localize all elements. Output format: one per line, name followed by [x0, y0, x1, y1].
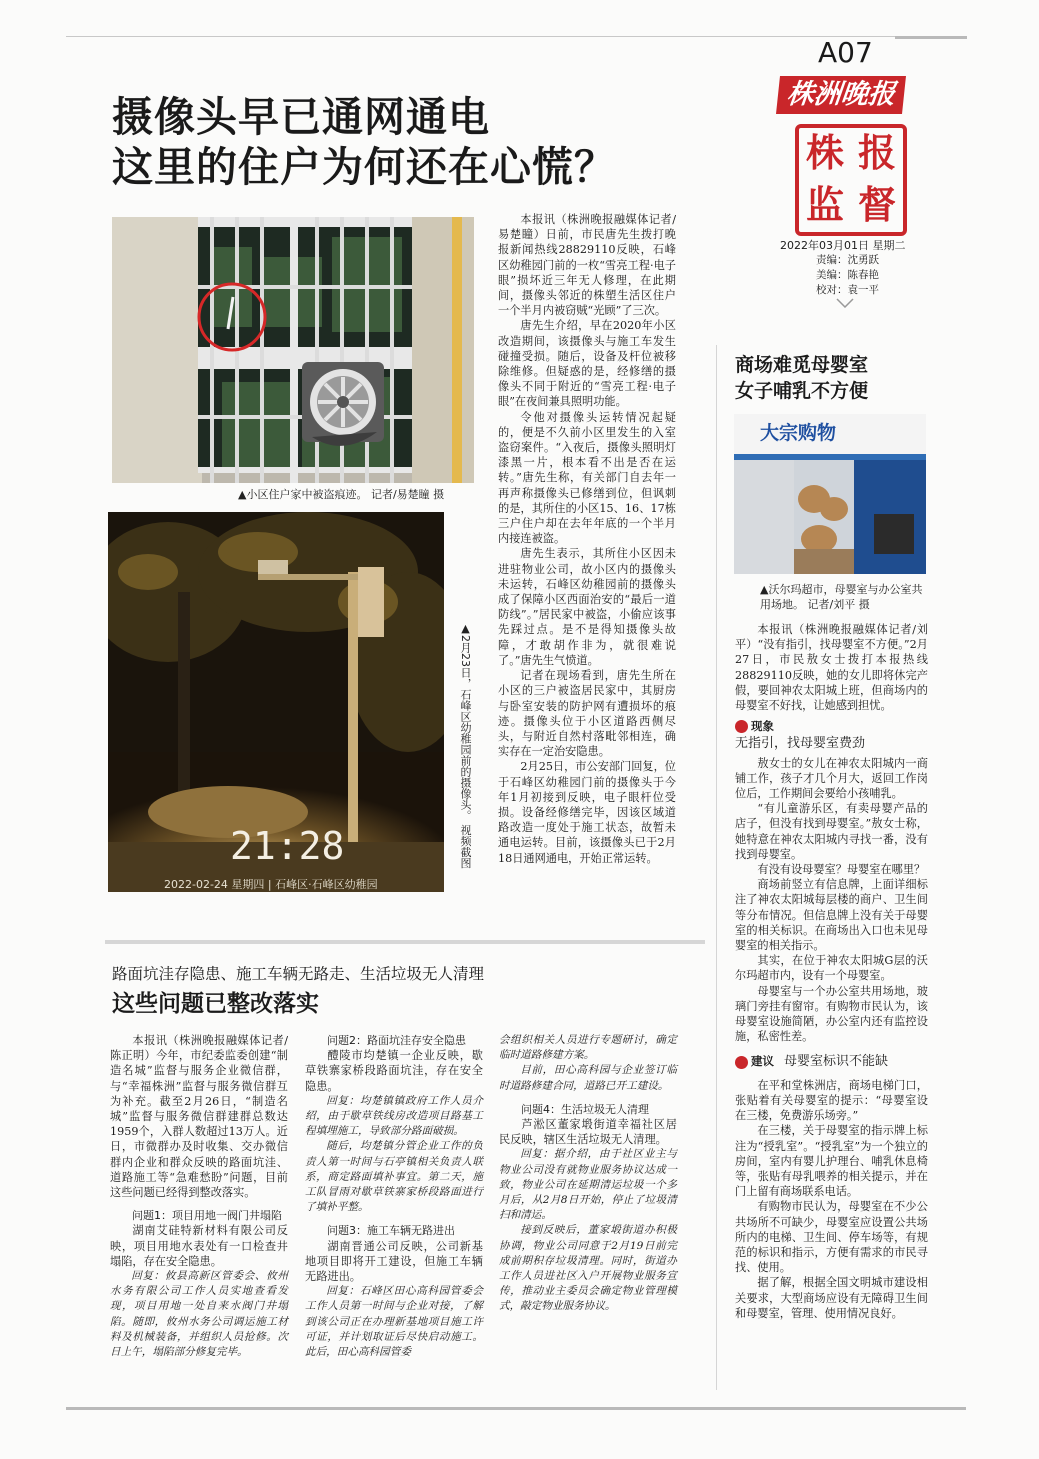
- article-paragraph: 芦淞区董家塅街道幸福社区居民反映，辖区生活垃圾无人清理。: [499, 1118, 677, 1147]
- seal-char: 督: [857, 182, 896, 227]
- article-paragraph: 湖南艾硅特新材料有限公司反映，项目用地水表处有一口检查井塌陷，存在安全隐患。: [110, 1224, 288, 1268]
- lower-kicker: 路面坑洼存隐患、施工车辆无路走、生活垃圾无人清理: [112, 965, 485, 983]
- article-paragraph: 本报讯（株洲晚报融媒体记者/刘平）“没有指引，找母婴室不方便。”2月27日，市民敖女士拨打本报热线28829110反映，她的女儿即将休完产假，要回神农太阳城上班，但商场内的母婴室不好找，让她感到担忧。: [735, 623, 928, 713]
- bottom-rule: [66, 1407, 966, 1410]
- headline-line: 摄像头早已通网通电: [112, 93, 490, 141]
- reply-paragraph: 回复：据介绍，由于社区业主与物业公司没有就物业服务协议达成一致，物业公司在延期清运垃圾一个多月后，从2月8日开始，停止了垃圾清扫和清运。: [499, 1148, 677, 1222]
- section-divider: [105, 940, 705, 944]
- reply-paragraph: 回复：均楚镇镇政府工作人员介绍，由于歇草铁线房改造项目路基工程填埋施工，导致部分路面破损。: [305, 1094, 483, 1138]
- question-heading: 问题2：路面坑洼存安全隐患: [327, 1034, 466, 1047]
- seal-char: 报: [857, 130, 896, 175]
- reply-paragraph: 目前，田心高科园与企业签订临时道路修建合同，道路已开工建设。: [499, 1064, 677, 1092]
- proof-credit: 校对：袁一平: [816, 284, 879, 296]
- section-tag-suggestion: [735, 1054, 928, 1069]
- editor-credit: 责编：沈勇跃: [816, 254, 879, 266]
- window-photo: [112, 217, 474, 483]
- video-stamp: 2022-02-24 星期四 | 石峰区·石峰区幼稚园: [164, 878, 378, 891]
- window-illustration: [112, 217, 474, 483]
- chevron-down-icon: [836, 298, 854, 308]
- store-photo: [734, 414, 926, 574]
- section-tag-phenomenon: [735, 719, 928, 734]
- lower-column-2: [305, 1033, 483, 1360]
- article-paragraph: 本报讯（株洲晚报融媒体记者/易楚瞳）日前，市民唐先生拨打晚报新闻热线28829110反映，石峰区幼稚园门前的一枚“雪亮工程·电子眼”损坏近三年无人修理，在此期间，摄像头邻近的株塑生活区住户一个半月内被窃贼“光顾”了三次。: [498, 213, 676, 318]
- article-paragraph: 商场前竖立有信息牌，上面详细标注了神农太阳城每层楼的商户、卫生间等分布情况。但信息牌上没有关于母婴室的相关标识。在商场出入口也未见母婴室的相关指示。: [735, 878, 928, 953]
- article-paragraph: 记者在现场看到，唐先生所在小区的三户被盗居民家中，其厨房与卧室安装的防护网有遭损坏的痕迹。摄像头位于小区道路西侧尽头，与附近自然村落毗邻相连，确实存在一定治安隐患。: [498, 669, 676, 759]
- tag-dot-icon: [735, 720, 748, 733]
- article-paragraph: 2月25日，市公安部门回复，位于石峰区幼稚园门前的摄像头于今年1月初接到反映，电子眼杆位受损。设备经修缮完毕，因该区域道路改造一度处于施工状态，故暂未通电运转。目前，该摄像头已于2月18日通网通电，开始正常运转。: [498, 760, 676, 865]
- article-paragraph: 唐先生表示，其所住小区因未进驻物业公司，故小区内的摄像头未运转，石峰区幼稚园前的摄像头成了保障小区西面治安的“最后一道防线”。”居民家中被盗，小偷应该事先踩过点。是不是得知摄像头故障，才敢胡作非为，就很难说了。”唐先生气愤道。: [498, 547, 676, 667]
- article-paragraph: 湖南晋通公司反映，公司新基地项目即将开工建设，但施工车辆无路进出。: [305, 1239, 483, 1284]
- video-timestamp: 21:28: [230, 824, 345, 868]
- article-paragraph: “有儿童游乐区，有卖母婴产品的店子，但没有找到母婴室。”敖女士称，她特意在神农太阳城内寻找一番，没有找到母婴室。: [735, 802, 928, 861]
- photo3-caption: ▲沃尔玛超市，母婴室与办公室共用场地。 记者/刘平 摄: [760, 583, 923, 611]
- question-heading: 问题1：项目用地一阀门井塌陷: [132, 1209, 282, 1223]
- reply-paragraph: 接到反映后，董家塅街道办积极协调，物业公司同意于2月19日前完成前期积存垃圾清理。同时，街道办工作人员进社区入户开展物业服务宣传，推动业主委员会确定物业管理模式，敲定物业服务协议。: [499, 1224, 677, 1313]
- seal-char: 株: [805, 130, 844, 175]
- side-headline: [735, 352, 868, 404]
- photo1-caption: ▲小区住户家中被盗痕迹。 记者/易楚瞳 摄: [238, 488, 445, 501]
- article-paragraph: 敖女士的女儿在神农太阳城内一商铺工作，孩子才几个月大，返回工作岗位后，工作期间会要给小孩哺乳。: [735, 756, 928, 801]
- tag-dot-icon: [735, 1056, 748, 1069]
- lower-column-3: [499, 1033, 677, 1315]
- side-article-body: [735, 622, 928, 1321]
- seal-char: 监: [805, 182, 844, 227]
- article-paragraph: 有没有设母婴室？母婴室在哪里？: [757, 863, 926, 877]
- headline-line: 商场难觅母婴室: [735, 354, 869, 376]
- night-camera-photo: [108, 512, 444, 892]
- reply-paragraph: 随后，均楚镇分管企业工作的负责人第一时间与石亭镇相关负责人联系，商定路面填补事宜。第二天，施工队冒雨对歇草铁寨家桥段路面进行了填补平整。: [305, 1140, 483, 1214]
- article-paragraph: 其实，在位于神农太阳城G层的沃尔玛超市内，设有一个母婴室。: [735, 954, 928, 983]
- photo2-caption: ▲2月23日，石峰区幼稚园前的摄像头。 视频截图: [459, 622, 472, 869]
- top-rule-thick: [895, 36, 967, 39]
- reply-paragraph: 会组织相关人员进行专题研讨，确定临时道路修建方案。: [499, 1034, 677, 1062]
- designer-credit: 美编：陈春艳: [816, 269, 879, 281]
- lower-headline: 这些问题已整改落实: [112, 991, 319, 1017]
- tag-label: 建议: [751, 1054, 774, 1069]
- main-article-body: [498, 212, 676, 866]
- tag-label: 现象: [751, 719, 774, 734]
- question-heading: 问题3：施工车辆无路进出: [327, 1224, 455, 1238]
- section-subhead: [735, 736, 928, 751]
- article-paragraph: 据了解，根据全国文明城市建设相关要求，大型商场应设有无障碍卫生间和母婴室，管理、使用情况良好。: [735, 1276, 928, 1320]
- article-paragraph: 唐先生介绍，早在2020年小区改造期间，该摄像头与施工车发生碰撞受损。随后，设备及杆位被移除维修。但疑惑的是，经修缮的摄像头不同于附近的“雪亮工程·电子眼”在夜间兼具照明功能。: [498, 319, 676, 409]
- page-number: A07: [818, 36, 873, 69]
- masthead-logo: 株洲晚报: [776, 76, 906, 114]
- article-paragraph: 在平和堂株洲店，商场电梯门口，张贴着有关母婴室的提示：“母婴室设在三楼，免费游乐场旁。”: [735, 1078, 928, 1123]
- issue-date: 2022年03月01日 星期二: [780, 239, 906, 252]
- article-paragraph: 令他对摄像头运转情况起疑的，便是不久前小区里发生的入室盗窃案件。“入夜后，摄像头照明灯漆黑一片，根本看不出是否在运转。”唐先生称，有关部门自去年一再声称摄像头已修缮到位，但讽刺的是，其所住的小区15、16、17栋三户住户却在去年年底的一个半月内接连被盗。: [498, 410, 676, 546]
- lower-column-1: [110, 1033, 288, 1360]
- reply-paragraph: 回复：攸县高新区管委会、攸州水务有限公司工作人员实地查看发现，项目用地一处自来水阀门井塌陷。随即，攸州水务公司调运施工材料及机械装备，并组织人员抢修。次日上午，塌陷部分修复完毕。: [110, 1270, 288, 1359]
- article-paragraph: 醴陵市均楚镇一企业反映，歇草铁寨家桥段路面坑洼，存在安全隐患。: [305, 1049, 483, 1093]
- tag-text: 母婴室标识不能缺: [784, 1054, 889, 1070]
- article-paragraph: 有购物市民认为，母婴室在不少公共场所不可缺少，母婴室应设置公共场所内的电梯、卫生间、停车场等，有规范的标识和指示，方便有需求的市民寻找、使用。: [735, 1200, 928, 1275]
- seal-stamp: [795, 124, 907, 236]
- headline-line: 这里的住户为何还在心慌？: [112, 143, 616, 191]
- column-divider: [716, 345, 717, 1390]
- question-heading: 问题4：生活垃圾无人清理: [521, 1102, 649, 1116]
- headline-line: 女子哺乳不方便: [735, 380, 869, 402]
- store-sign: 大宗购物: [760, 422, 837, 444]
- page-meta: [780, 238, 920, 298]
- tag-text: 无指引，找母婴室费劲: [735, 736, 866, 752]
- article-paragraph: 本报讯（株洲晚报融媒体记者/陈正明）今年，市纪委监委创建“制造名城”监督与服务企业微信群，与“幸福株洲”监督与服务微信群互为补充。截至2月26日，“制造名城”监督与服务微信群建群总数达1959个，入群人数超过13万人。近日，市微群办及时收集、交办微信群内企业和群众反映的路面坑洼、道路施工等“急难愁盼”问题，目前这些问题已经得到整改落实。: [110, 1034, 288, 1200]
- article-paragraph: 母婴室与一个办公室共用场地，玻璃门旁挂有窗帘。有购物市民认为，该母婴室设施简陋，办公室内还有监控设施，私密性差。: [735, 984, 928, 1044]
- article-paragraph: 在三楼，关于母婴室的指示牌上标注为“授乳室”。“授乳室”为一个独立的房间，室内有婴儿护理台、哺乳休息椅等，张贴有母乳喂养的相关提示，并在门上留有商场联系电话。: [735, 1124, 928, 1199]
- reply-paragraph: 回复：石峰区田心高科园管委会工作人员第一时间与企业对接，了解到该公司正在办理新基地项目施工许可证，并计划取证后尽快启动施工。此后，田心高科园管委: [305, 1285, 483, 1359]
- main-headline: [112, 92, 616, 192]
